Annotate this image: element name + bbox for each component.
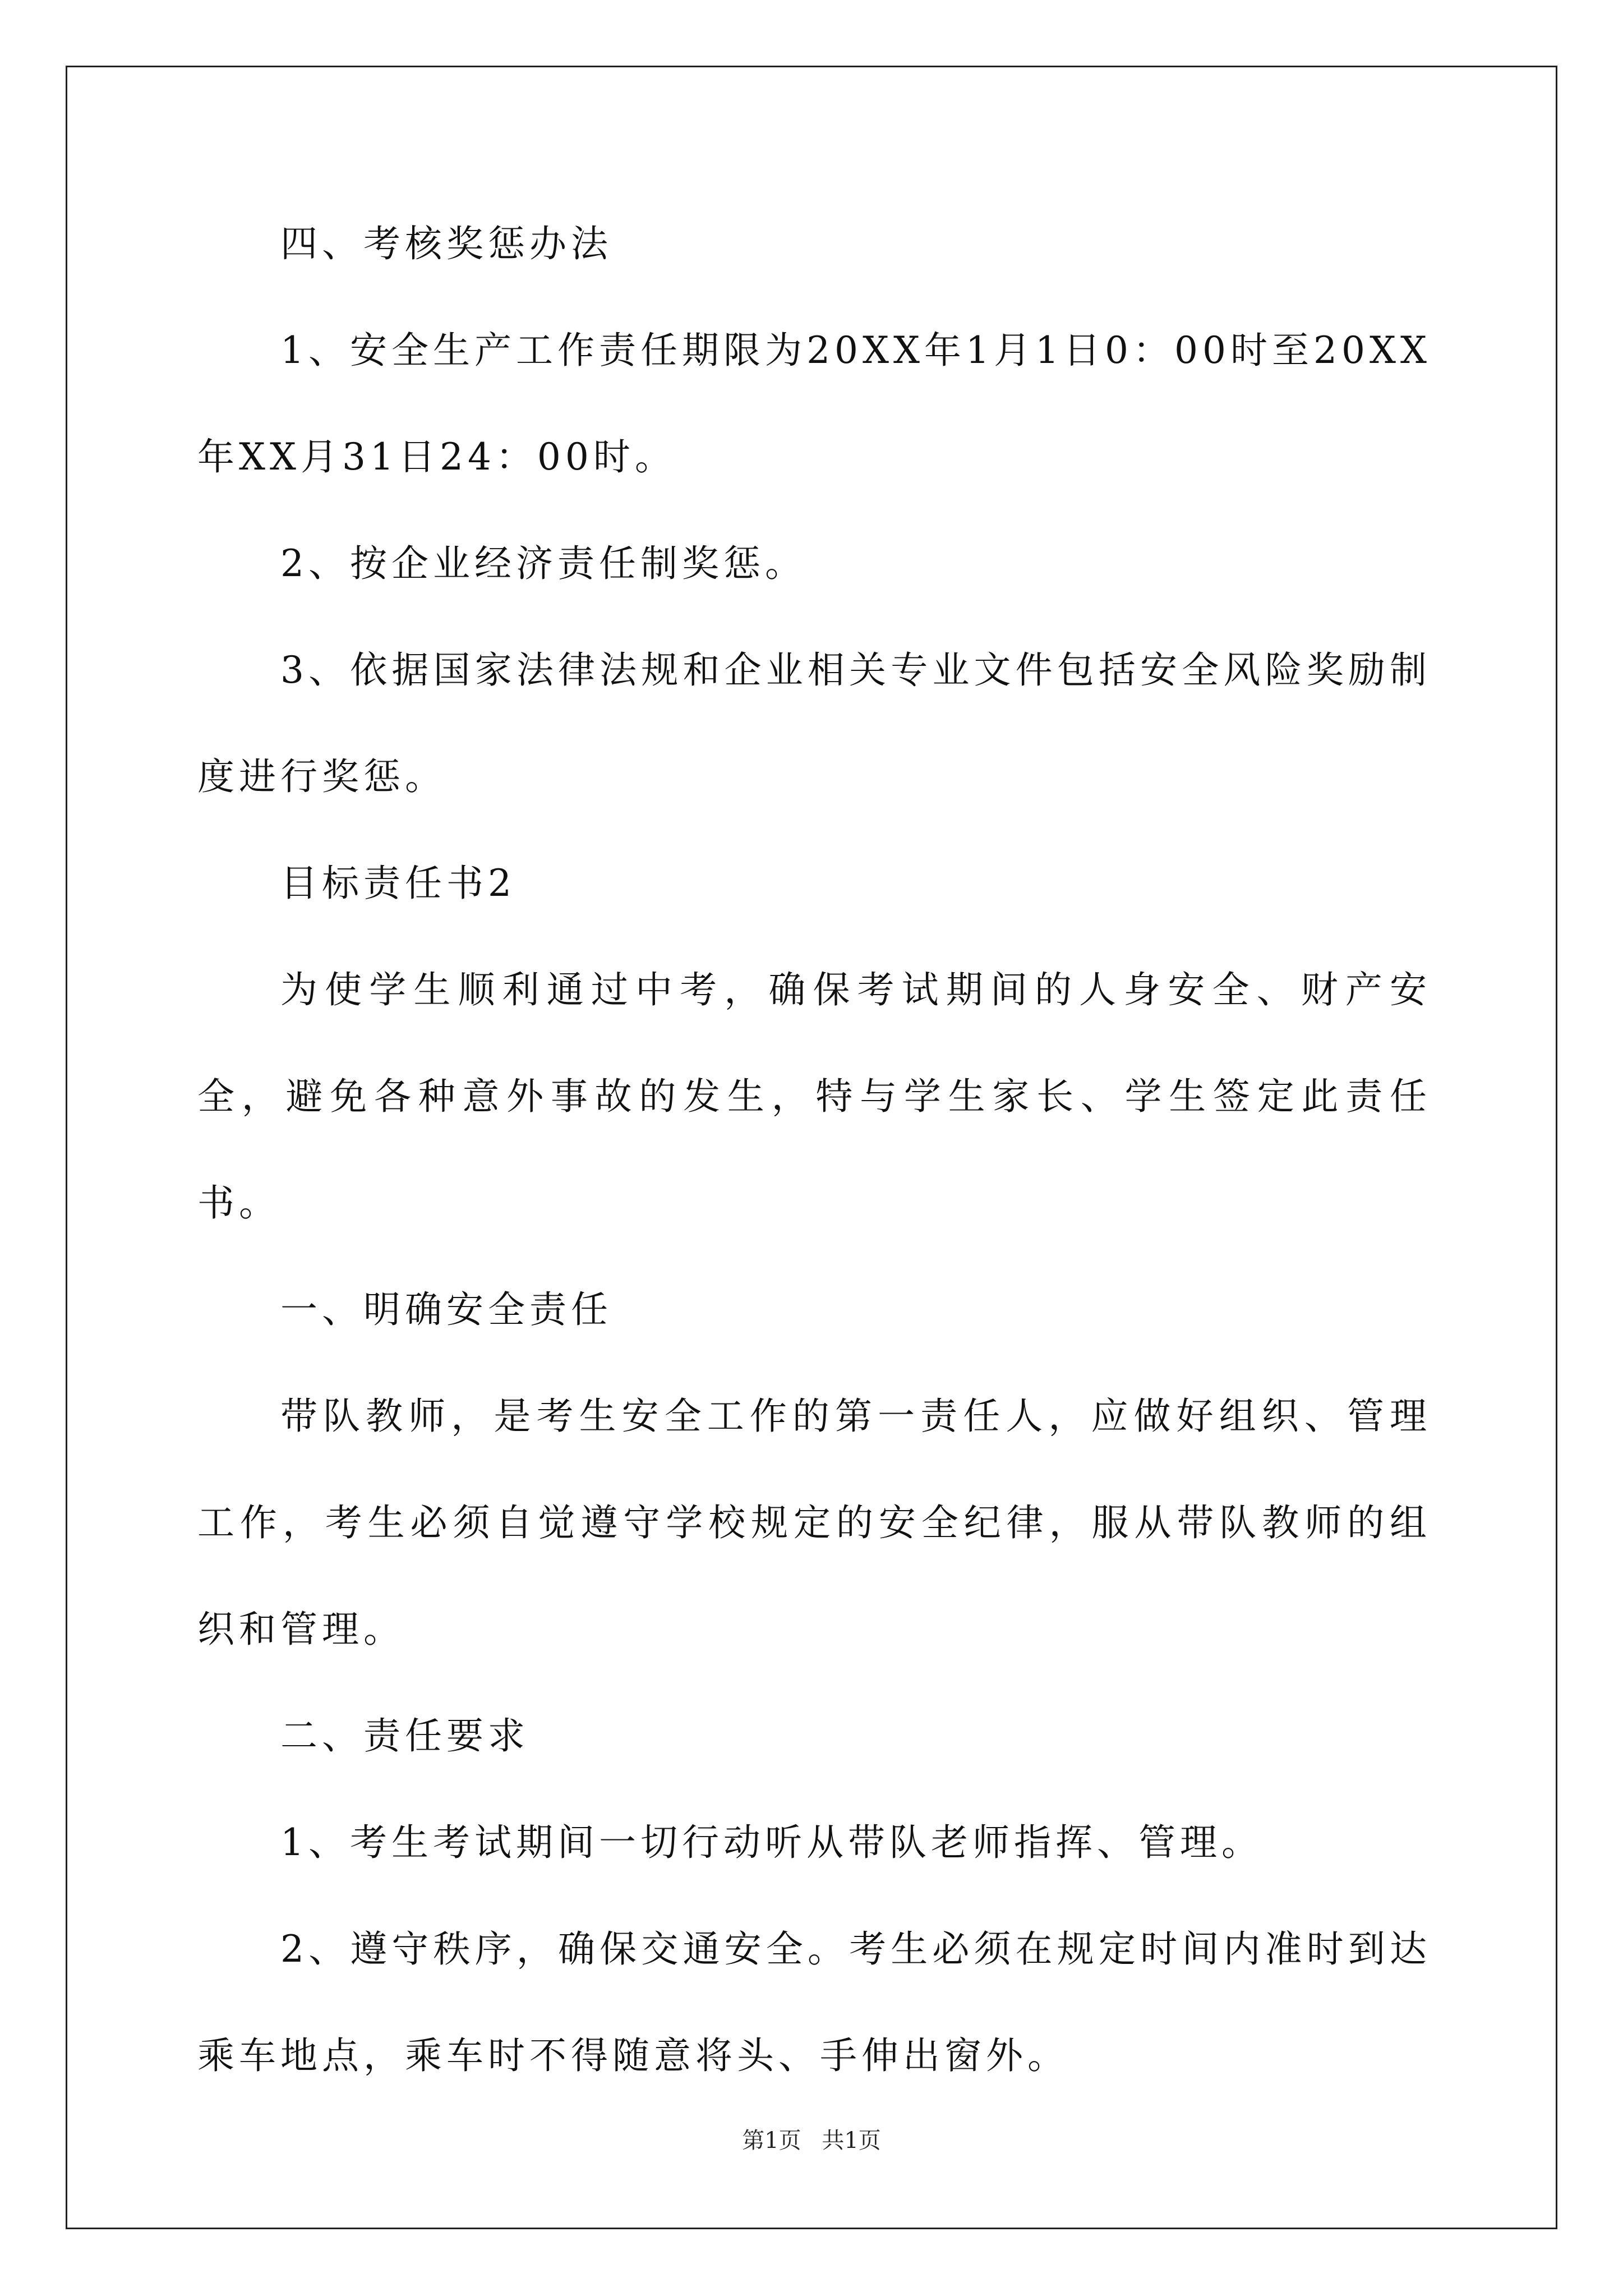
paragraph-requirement-1: 1、考生考试期间一切行动听从带队老师指挥、管理。 [280,1821,1263,1864]
paragraph-requirement-2: 2、遵守秩序，确保交通安全。考生必须在规定时间内准时到达乘车地点，乘车时不得随意将头、手伸出窗外。 [197,1927,1431,2077]
section-heading-safety-responsibility: 一、明确安全责任 [280,1288,612,1331]
paragraph-purpose: 为使学生顺利通过中考，确保考试期间的人身安全、财产安全，避免各种意外事故的发生，特与学生家长、学生签定此责任书。 [197,968,1431,1225]
paragraph-legal-basis: 3、依据国家法律法规和企业相关专业文件包括安全风险奖励制度进行奖惩。 [197,648,1431,798]
section-heading-assessment: 四、考核奖惩办法 [280,222,612,265]
paragraph-teacher-responsibility: 带队教师，是考生安全工作的第一责任人，应做好组织、管理工作，考生必须自觉遵守学校规定的安全纪律，服从带队教师的组织和管理。 [197,1395,1431,1651]
paragraph-responsibility-period: 1、安全生产工作责任期限为20XX年1月1日0：00时至20XX年XX月31日24：00时。 [197,329,1431,478]
document-subtitle: 目标责任书2 [280,862,516,905]
section-heading-requirements: 二、责任要求 [280,1714,529,1757]
page-footer [0,2123,1623,2155]
page-total: 共1页 [822,2128,881,2154]
document-body [197,191,1431,2109]
page-number: 第1页 [742,2128,801,2154]
paragraph-economic-responsibility: 2、按企业经济责任制奖惩。 [280,542,806,585]
